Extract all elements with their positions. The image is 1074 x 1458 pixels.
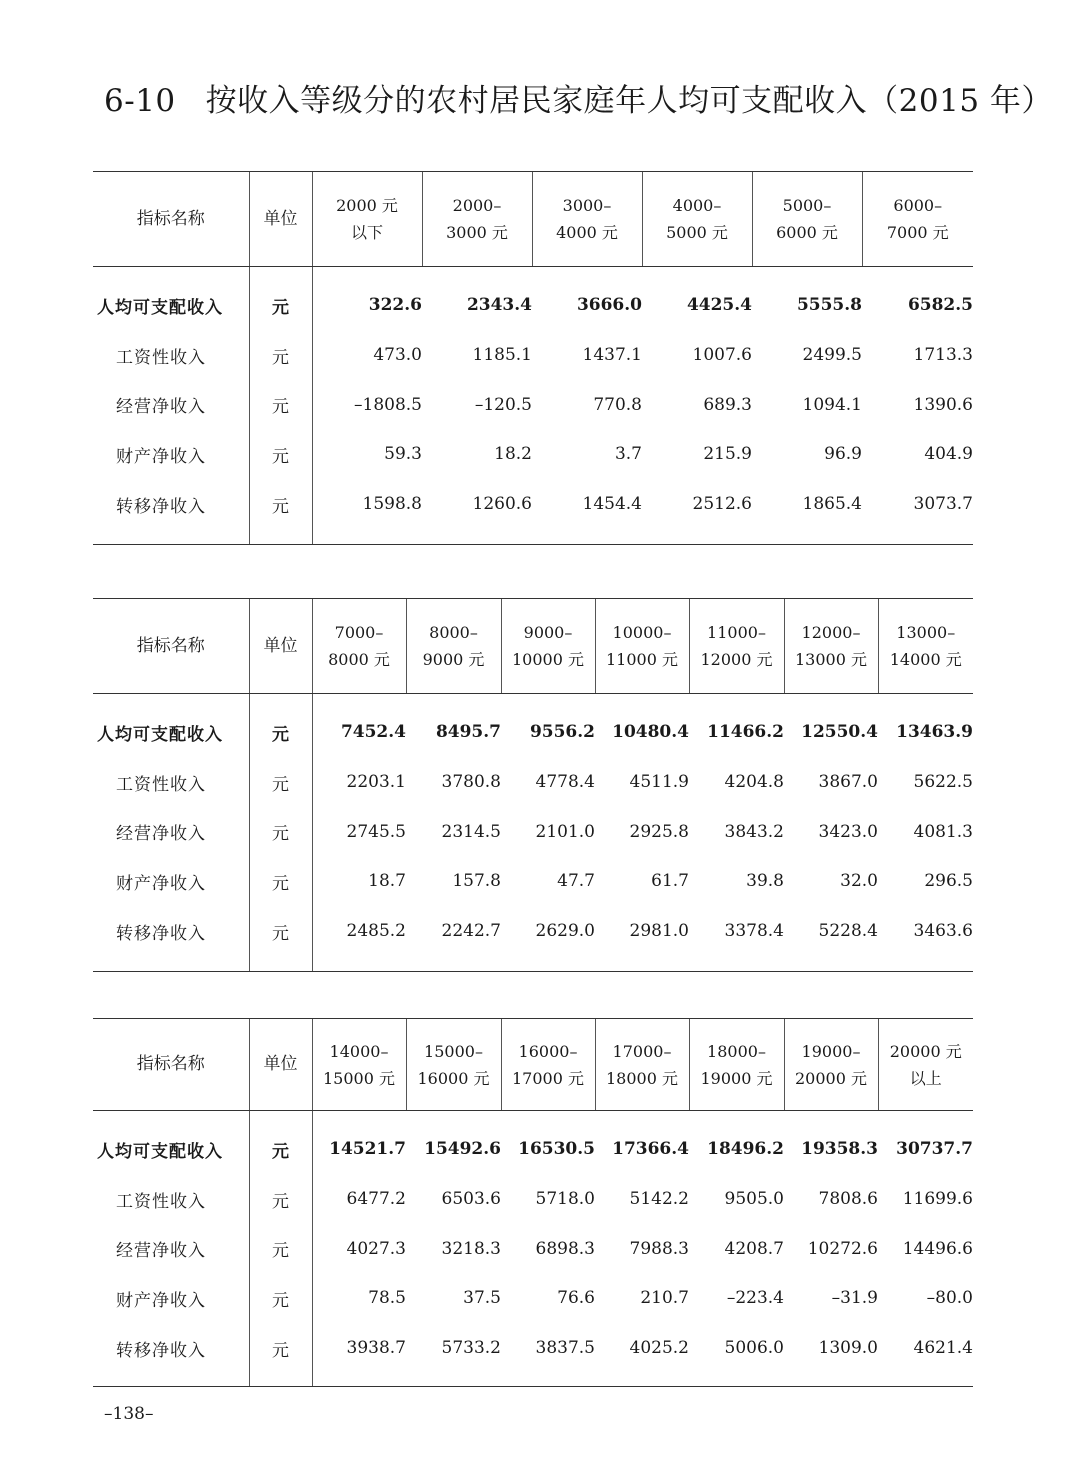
row-unit: 元 [249, 1274, 312, 1324]
header-range-line: 5000 元 [666, 223, 728, 242]
table-cell: 2485.2 [346, 921, 406, 942]
row-label: 财产净收入 [93, 857, 249, 907]
table-row [93, 807, 973, 857]
header-range-line: 4000 元 [556, 223, 618, 242]
header-unit: 单位 [249, 1019, 312, 1111]
header-income-range [752, 172, 862, 267]
table-cell: 1094.1 [802, 394, 862, 415]
header-range-line: 15000 元 [323, 1068, 395, 1088]
income-table-3 [93, 1018, 973, 1387]
table-cell: –1808.5 [354, 394, 422, 415]
row-unit: 元 [249, 857, 312, 907]
header-income-range [784, 1019, 878, 1111]
header-income-range [784, 599, 878, 694]
table-cell: 157.8 [452, 871, 501, 892]
table-cell: 6477.2 [346, 1189, 406, 1210]
header-range-line: 5000– [782, 196, 832, 215]
row-label: 财产净收入 [93, 1274, 249, 1324]
spacer-row [93, 529, 973, 545]
table-cell: 17366.4 [612, 1139, 689, 1160]
header-range-line: 19000 元 [700, 1068, 773, 1088]
row-unit: 元 [249, 1323, 312, 1373]
table-cell: 59.3 [384, 444, 422, 465]
table-cell: 322.6 [368, 295, 422, 316]
spacer-row [93, 694, 973, 708]
table-cell: 689.3 [703, 394, 752, 415]
table-cell: 215.9 [703, 444, 752, 465]
spacer-row [93, 1373, 973, 1387]
table-cell: 3666.0 [576, 295, 642, 316]
header-range-line: 3000– [562, 196, 612, 215]
row-label: 工资性收入 [93, 330, 249, 380]
table-row [93, 479, 973, 529]
table-cell: 2242.7 [441, 921, 501, 942]
table-cell: 296.5 [924, 871, 973, 892]
header-range-line: 11000 元 [606, 650, 678, 669]
header-indicator-name: 指标名称 [93, 599, 249, 694]
table-cell: 3218.3 [441, 1238, 501, 1259]
header-income-range [422, 172, 532, 267]
row-unit: 元 [249, 1174, 312, 1224]
header-range-line: 2000 元 [336, 196, 398, 215]
header-range-line: 13000 元 [795, 650, 867, 669]
row-label: 工资性收入 [93, 757, 249, 807]
header-income-range [312, 599, 406, 694]
table-cell: 3073.7 [913, 494, 973, 515]
row-unit: 元 [249, 1224, 312, 1274]
table-cell: 11466.2 [707, 722, 784, 743]
header-unit: 单位 [249, 172, 312, 267]
table-cell: 210.7 [640, 1288, 689, 1309]
header-range-line: 10000– [612, 623, 672, 642]
table-cell: 6582.5 [907, 295, 973, 316]
table-cell: 30737.7 [896, 1139, 973, 1160]
header-income-range [532, 172, 642, 267]
table-cell: 13463.9 [896, 722, 973, 743]
table-cell: 18496.2 [707, 1139, 784, 1160]
table-row [93, 430, 973, 480]
table-cell: 2629.0 [535, 921, 595, 942]
header-range-line: 7000 元 [886, 223, 949, 242]
table-cell: 4511.9 [629, 772, 689, 793]
table-cell: 2925.8 [629, 821, 689, 842]
header-range-line: 以上 [909, 1068, 942, 1088]
table-cell: 3938.7 [346, 1338, 406, 1359]
table-cell: 5228.4 [818, 921, 878, 942]
row-unit: 元 [249, 281, 312, 331]
table-cell: 6503.6 [441, 1189, 501, 1210]
header-range-line: 7000– [334, 623, 384, 642]
table-cell: 2745.5 [346, 821, 406, 842]
header-range-line: 18000 元 [606, 1068, 678, 1088]
header-range-line: 12000– [801, 623, 861, 642]
header-range-line: 13000– [896, 623, 956, 642]
table-cell: 2203.1 [346, 772, 406, 793]
table-cell: 770.8 [593, 394, 642, 415]
table-cell: 18.2 [494, 444, 532, 465]
table-cell: 16530.5 [518, 1139, 595, 1160]
table-cell: 3378.4 [724, 921, 784, 942]
table-row [93, 1174, 973, 1224]
table-cell: 61.7 [651, 871, 689, 892]
row-unit: 元 [249, 708, 312, 758]
header-range-line: 12000 元 [700, 650, 773, 669]
header-indicator-name: 指标名称 [93, 1019, 249, 1111]
header-range-line: 6000– [893, 196, 943, 215]
header-range-line: 11000– [707, 623, 766, 642]
row-unit: 元 [249, 807, 312, 857]
table-cell: 76.6 [557, 1288, 595, 1309]
table-cell: 1007.6 [692, 345, 752, 366]
table-number: 6-10 [104, 83, 176, 119]
header-income-range [595, 599, 689, 694]
table-row [93, 708, 973, 758]
table-cell: –120.5 [474, 394, 532, 415]
row-label: 人均可支配收入 [93, 1125, 249, 1175]
header-range-line: 14000– [329, 1041, 389, 1061]
table-cell: 4204.8 [724, 772, 784, 793]
table-cell: 9505.0 [724, 1189, 784, 1210]
table-cell: 4621.4 [913, 1338, 973, 1359]
table-row [93, 1323, 973, 1373]
table-cell: 3867.0 [818, 772, 878, 793]
page-title [104, 78, 1053, 124]
table-cell: 47.7 [557, 871, 595, 892]
table-cell: 32.0 [840, 871, 878, 892]
table-cell: 4208.7 [724, 1238, 784, 1259]
table-cell: 10272.6 [807, 1238, 878, 1259]
table-cell: 2101.0 [535, 821, 595, 842]
row-label: 转移净收入 [93, 906, 249, 956]
header-income-range [406, 1019, 501, 1111]
table-title-text: 按收入等级分的农村居民家庭年人均可支配收入（2015 年） [205, 83, 1053, 119]
header-range-line: 17000 元 [512, 1068, 584, 1088]
table-row [93, 1274, 973, 1324]
header-range-line: 18000– [707, 1041, 766, 1061]
table-cell: 18.7 [368, 871, 406, 892]
row-unit: 元 [249, 330, 312, 380]
table-cell: 4027.3 [346, 1238, 406, 1259]
table-cell: 78.5 [368, 1288, 406, 1309]
header-income-range [689, 1019, 784, 1111]
row-label: 人均可支配收入 [93, 708, 249, 758]
row-unit: 元 [249, 757, 312, 807]
income-table-2 [93, 598, 973, 972]
table-cell: 7988.3 [629, 1238, 689, 1259]
header-range-line: 20000 元 [795, 1068, 867, 1088]
header-range-line: 15000– [424, 1041, 483, 1061]
header-range-line: 以下 [350, 223, 383, 242]
header-range-line: 14000 元 [889, 650, 962, 669]
table-cell: 4081.3 [913, 821, 973, 842]
table-cell: –31.9 [831, 1288, 878, 1309]
header-income-range [862, 172, 973, 267]
table-cell: 5555.8 [796, 295, 862, 316]
row-label: 工资性收入 [93, 1174, 249, 1224]
header-row [93, 172, 973, 267]
page-number: –138– [104, 1404, 154, 1424]
header-income-range [406, 599, 501, 694]
table-cell: 3843.2 [724, 821, 784, 842]
table-cell: 3780.8 [441, 772, 501, 793]
header-range-line: 3000 元 [446, 223, 508, 242]
row-unit: 元 [249, 430, 312, 480]
header-income-range [501, 1019, 595, 1111]
table-cell: 7808.6 [818, 1189, 878, 1210]
table-cell: –223.4 [726, 1288, 784, 1309]
table-cell: 1185.1 [472, 345, 532, 366]
header-income-range [642, 172, 752, 267]
table-cell: 7452.4 [340, 722, 406, 743]
header-income-range [878, 1019, 973, 1111]
header-range-line: 6000 元 [776, 223, 838, 242]
header-range-line: 19000– [801, 1041, 861, 1061]
table-cell: 5006.0 [724, 1338, 784, 1359]
table-cell: 4025.2 [629, 1338, 689, 1359]
table-cell: 3837.5 [535, 1338, 595, 1359]
table-cell: 5718.0 [535, 1189, 595, 1210]
table-cell: 19358.3 [801, 1139, 878, 1160]
row-label: 财产净收入 [93, 430, 249, 480]
table-cell: 1454.4 [582, 494, 642, 515]
row-unit: 元 [249, 479, 312, 529]
table-cell: 3.7 [614, 444, 642, 465]
table-cell: 12550.4 [801, 722, 878, 743]
row-unit: 元 [249, 906, 312, 956]
table-cell: 8495.7 [435, 722, 501, 743]
table-cell: 1260.6 [472, 494, 532, 515]
header-income-range [501, 599, 595, 694]
row-label: 转移净收入 [93, 1323, 249, 1373]
table-cell: 14496.6 [902, 1238, 973, 1259]
table-cell: 1309.0 [818, 1338, 878, 1359]
row-unit: 元 [249, 380, 312, 430]
table-cell: 4778.4 [535, 772, 595, 793]
header-row [93, 599, 973, 694]
table-cell: 5622.5 [913, 772, 973, 793]
spacer-row [93, 1111, 973, 1125]
header-unit: 单位 [249, 599, 312, 694]
header-indicator-name: 指标名称 [93, 172, 249, 267]
table-row [93, 757, 973, 807]
table-row [93, 330, 973, 380]
table-cell: 1390.6 [913, 394, 973, 415]
table-cell: 2981.0 [629, 921, 689, 942]
header-range-line: 16000 元 [417, 1068, 490, 1088]
table-cell: 15492.6 [424, 1139, 501, 1160]
table-cell: 4425.4 [686, 295, 752, 316]
table-cell: 1598.8 [362, 494, 422, 515]
header-income-range [689, 599, 784, 694]
header-income-range [312, 1019, 406, 1111]
header-range-line: 4000– [672, 196, 722, 215]
table-cell: 11699.6 [902, 1189, 973, 1210]
table-cell: 96.9 [824, 444, 862, 465]
row-label: 经营净收入 [93, 1224, 249, 1274]
income-table-1 [93, 171, 973, 545]
table-cell: 6898.3 [535, 1238, 595, 1259]
table-cell: 2499.5 [802, 345, 862, 366]
table-cell: 2512.6 [692, 494, 752, 515]
header-income-range [595, 1019, 689, 1111]
header-range-line: 9000 元 [422, 650, 485, 669]
table-cell: 2343.4 [466, 295, 532, 316]
table-row [93, 281, 973, 331]
header-range-line: 10000 元 [512, 650, 584, 669]
table-row [93, 380, 973, 430]
header-range-line: 9000– [523, 623, 573, 642]
table-cell: 5142.2 [629, 1189, 689, 1210]
spacer-row [93, 267, 973, 281]
row-label: 经营净收入 [93, 807, 249, 857]
table-cell: 1437.1 [582, 345, 642, 366]
table-row [93, 857, 973, 907]
header-range-line: 2000– [452, 196, 502, 215]
table-cell: 37.5 [463, 1288, 501, 1309]
header-income-range [312, 172, 422, 267]
header-range-line: 8000 元 [328, 650, 390, 669]
row-label: 人均可支配收入 [93, 281, 249, 331]
table-cell: 14521.7 [329, 1139, 406, 1160]
table-row [93, 1125, 973, 1175]
header-range-line: 8000– [429, 623, 478, 642]
table-cell: 404.9 [924, 444, 973, 465]
table-cell: 1865.4 [802, 494, 862, 515]
table-cell: 39.8 [746, 871, 784, 892]
table-cell: 5733.2 [441, 1338, 501, 1359]
spacer-row [93, 956, 973, 972]
row-unit: 元 [249, 1125, 312, 1175]
table-cell: –80.0 [926, 1288, 973, 1309]
header-income-range [878, 599, 973, 694]
table-cell: 3463.6 [913, 921, 973, 942]
table-row [93, 906, 973, 956]
header-range-line: 20000 元 [889, 1041, 962, 1061]
row-label: 转移净收入 [93, 479, 249, 529]
table-cell: 9556.2 [529, 722, 595, 743]
header-range-line: 16000– [518, 1041, 578, 1061]
header-row [93, 1019, 973, 1111]
table-row [93, 1224, 973, 1274]
table-cell: 1713.3 [913, 345, 973, 366]
table-cell: 473.0 [373, 345, 422, 366]
table-cell: 10480.4 [612, 722, 689, 743]
table-cell: 3423.0 [818, 821, 878, 842]
table-cell: 2314.5 [441, 821, 501, 842]
row-label: 经营净收入 [93, 380, 249, 430]
header-range-line: 17000– [612, 1041, 672, 1061]
